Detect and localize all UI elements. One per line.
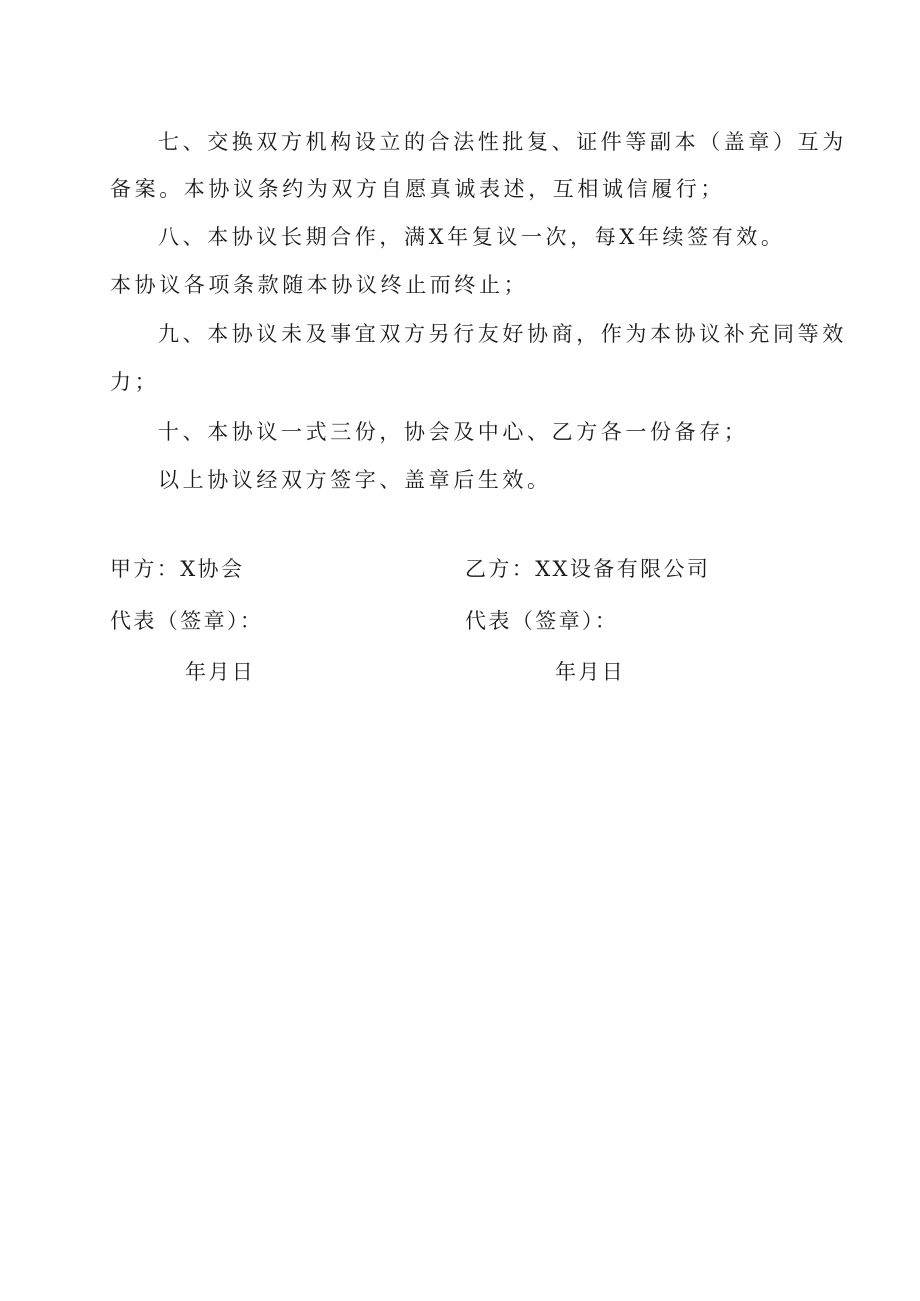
party-a-date: 年月日 [185, 660, 256, 684]
clause-9-line-2: 力； [110, 370, 160, 394]
clause-7-line-2: 备案。本协议条约为双方自愿真诚表述，互相诚信履行； [110, 177, 725, 201]
party-b-name: 乙方：XX设备有限公司 [465, 557, 711, 581]
party-b-date: 年月日 [555, 660, 626, 684]
clause-8-line-1: 八、本协议长期合作，满X年复议一次，每X年续签有效。 [158, 225, 786, 249]
party-a-name: 甲方：X协会 [110, 557, 245, 581]
clause-8-line-2: 本协议各项条款随本协议终止而终止； [110, 273, 529, 297]
clause-9-line-1: 九、本协议未及事宜双方另行友好协商，作为本协议补充同等效 [158, 322, 847, 346]
party-b-representative: 代表（签章）： [465, 609, 619, 633]
clause-10-line-1: 十、本协议一式三份，协会及中心、乙方各一份备存； [158, 420, 749, 444]
clause-7-line-1: 七、交换双方机构设立的合法性批复、证件等副本（盖章）互为 [158, 130, 847, 154]
party-a-representative: 代表（签章）： [110, 609, 264, 633]
closing-statement: 以上协议经双方签字、盖章后生效。 [158, 468, 552, 492]
